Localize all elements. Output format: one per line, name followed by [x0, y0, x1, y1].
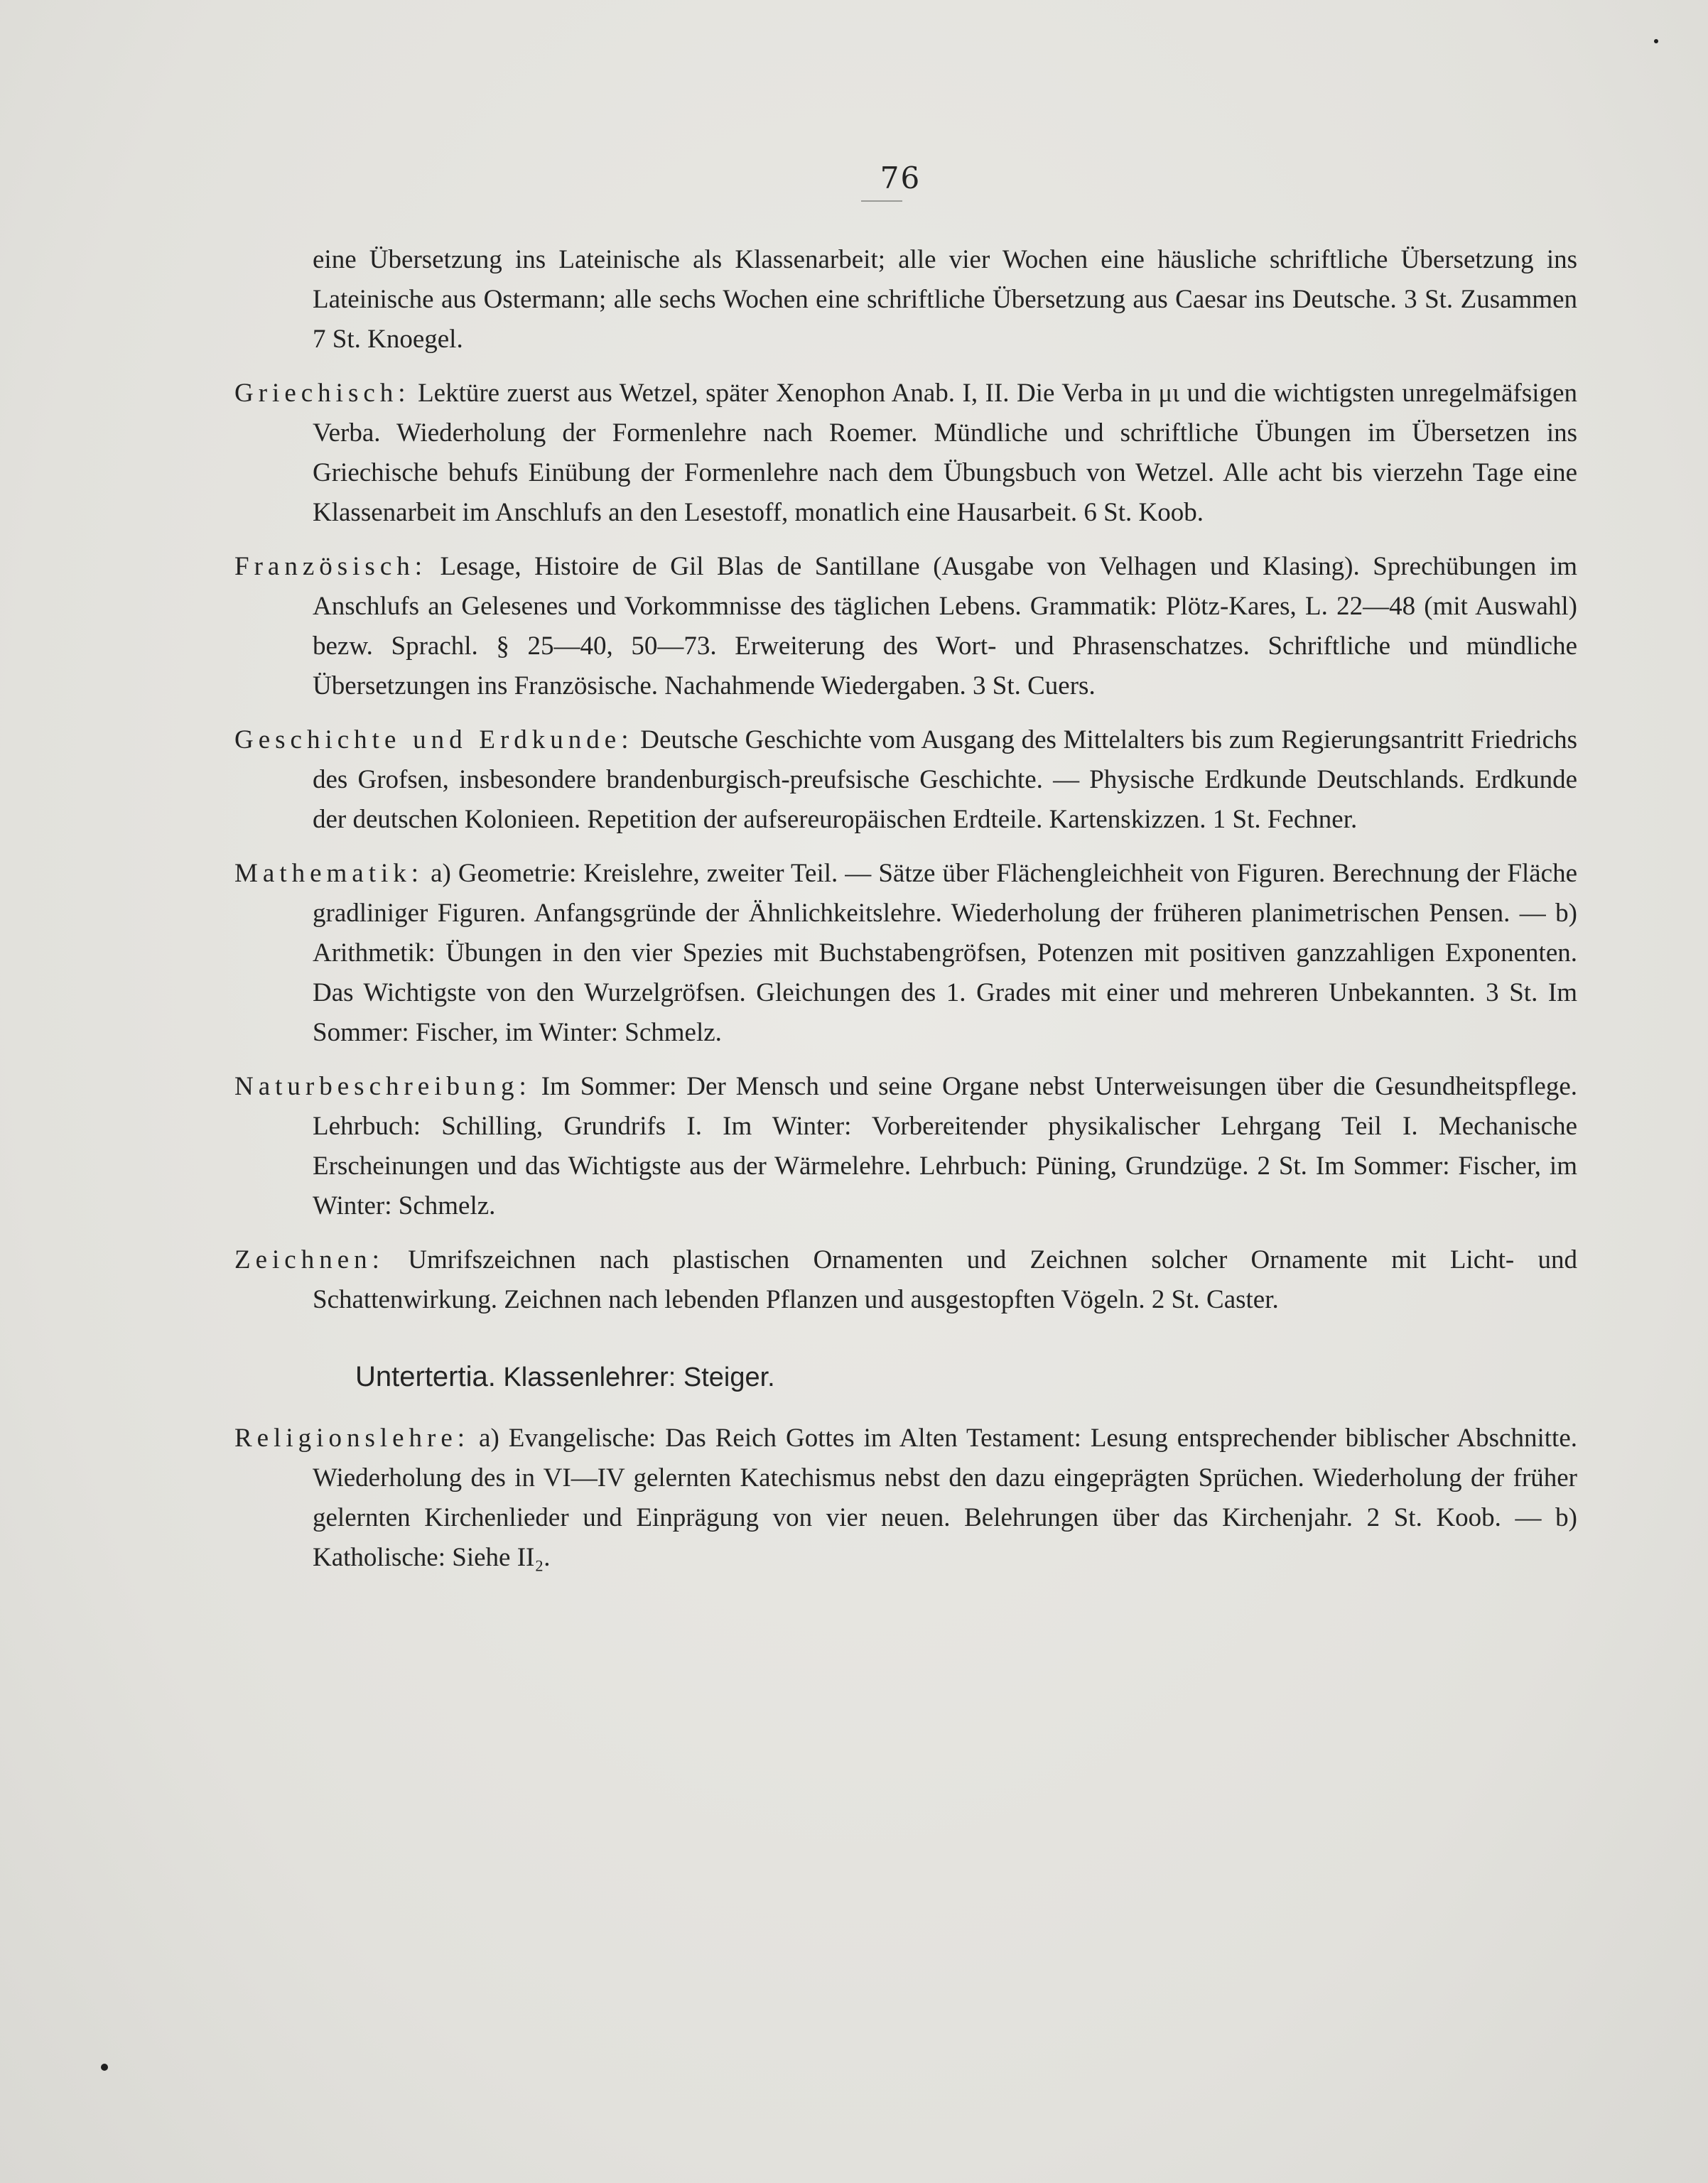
paragraph-text: Deutsche Geschichte vom Ausgang des Mittelalters bis zum Regierungsantritt Friedrichs des Grofsen, insbesondere brandenburgisch-preufsische Geschichte. — Physische Erdkunde Deutschlands. Erdkunde der deutschen Kolonieen. Repetition der aufsereuropäischen Erdteile. Kartenskizzen. 1 St. Fechner. [313, 725, 1577, 834]
subject-label: Griechisch: [234, 379, 411, 408]
page-body [234, 240, 1577, 1592]
page-number-rule [861, 200, 902, 202]
section-teacher: Klassenlehrer: Steiger. [503, 1363, 775, 1392]
paragraph-text: a) Geometrie: Kreislehre, zweiter Teil. — Sätze über Flächengleichheit von Figuren. Berechnung der Fläche gradliniger Figuren. Anfangsgründe der Ähnlichkeitslehre. Wiederholung der früheren planimetrischen Pensen. — b) Arithmetik: Übungen in den vier Spezies mit Buchstabengröfsen, Potenzen mit positiven ganzzahligen Exponenten. Das Wichtigste von den Wurzelgröfsen. Gleichungen des 1. Grades mit einer und mehreren Unbekannten. 3 St. Im Sommer: Fischer, im Winter: Schmelz. [313, 859, 1578, 1047]
paragraph-text: eine Übersetzung ins Lateinische als Klassenarbeit; alle vier Wochen eine häusliche schriftliche Übersetzung ins Lateinische aus Ostermann; alle sechs Wochen eine schriftliche Übersetzung aus Caesar ins Deutsche. 3 St. Zusammen 7 St. Knoegel. [313, 245, 1577, 354]
page-number: 76 [880, 161, 921, 195]
section-title: Untertertia. [355, 1361, 496, 1392]
ink-speck [1654, 39, 1658, 43]
subject-label: Zeichnen: [234, 1245, 384, 1274]
paragraph-zeichnen [234, 1240, 1577, 1320]
paragraph-naturbeschreibung [234, 1067, 1577, 1226]
subject-label: Naturbeschreibung: [234, 1072, 531, 1101]
paragraph-mathematik [234, 854, 1577, 1053]
ink-speck [101, 2064, 108, 2071]
subject-label: Religionslehre: [234, 1424, 470, 1453]
subject-label: Geschichte und Erdkunde: [234, 725, 634, 754]
subject-label: Mathematik: [234, 859, 424, 888]
paragraph-text: Umrifszeichnen nach plastischen Ornamenten und Zeichnen solcher Ornamente mit Licht- und Schattenwirkung. Zeichnen nach lebenden Pflanzen und ausgestopften Vögeln. 2 St. Caster. [313, 1245, 1578, 1314]
paragraph-text: Im Sommer: Der Mensch und seine Organe nebst Unterweisungen über die Gesundheitspflege. Lehrbuch: Schilling, Grundrifs I. Im Winter: Vorbereitender physikalischer Lehrgang Teil I. Mechanische Erscheinungen und das Wichtigste aus der Wärmelehre. Lehrbuch: Püning, Grundzüge. 2 St. Im Sommer: Fischer, im Winter: Schmelz. [313, 1072, 1578, 1220]
paragraph-religionslehre [234, 1419, 1577, 1578]
paragraph-text: Lektüre zuerst aus Wetzel, später Xenophon Anab. I, II. Die Verba in μι und die wichtigsten unregelmäfsigen Verba. Wiederholung der Formenlehre nach Roemer. Mündliche und schriftliche Übungen im Übersetzen ins Griechische behufs Einübung der Formenlehre nach dem Übungsbuch von Wetzel. Alle acht bis vierzehn Tage eine Klassenarbeit im Anschlufs an den Lesestoff, monatlich eine Hausarbeit. 6 St. Koob. [313, 379, 1577, 527]
paragraph-latin-continued [234, 240, 1577, 359]
paragraph-geschichte [234, 720, 1577, 840]
paragraph-text: a) Evangelische: Das Reich Gottes im Alten Testament: Lesung entsprechender biblischer Abschnitte. Wiederholung des in VI—IV gelernten Katechismus nebst den dazu eingeprägten Sprüchen. Wiederholung der früher gelernten Kirchenlieder und Einprägung von vier neuen. Belehrungen über das Kirchenjahr. 2 St. Koob. — b) Katholische: Siehe II₂. [313, 1424, 1577, 1572]
paragraph-griechisch [234, 374, 1577, 533]
paragraph-text: Lesage, Histoire de Gil Blas de Santillane (Ausgabe von Velhagen und Klasing). Sprechübungen im Anschlufs an Gelesenes und Vorkommnisse des täglichen Lebens. Grammatik: Plötz-Kares, L. 22—48 (mit Auswahl) bezw. Sprachl. § 25—40, 50—73. Erweiterung des Wort- und Phrasenschatzes. Schriftliche und mündliche Übersetzungen ins Französische. Nachahmende Wiedergaben. 3 St. Cuers. [313, 552, 1577, 700]
paragraph-franzoesisch [234, 547, 1577, 706]
section-heading [355, 1357, 1577, 1397]
subject-label: Französisch: [234, 552, 428, 581]
